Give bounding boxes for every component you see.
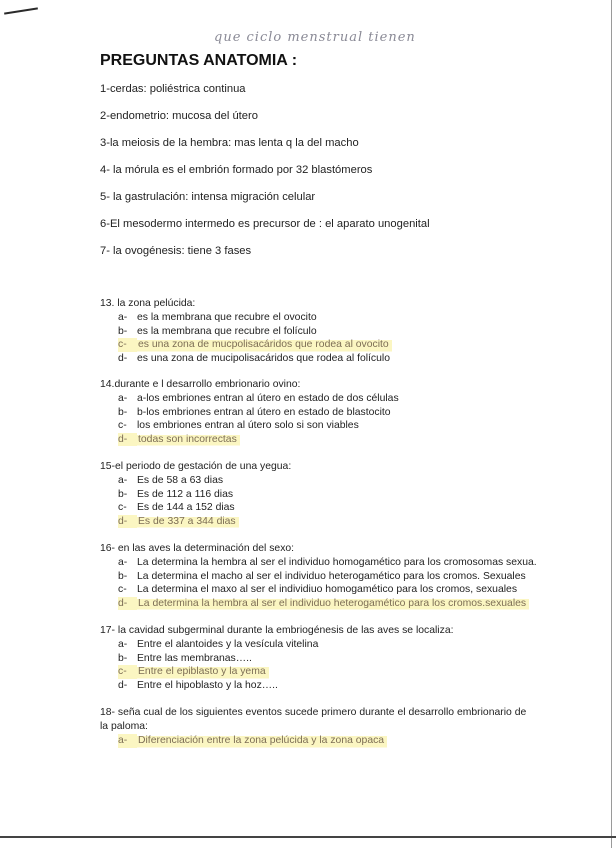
option-text: los embriones entran al útero solo si son viables (137, 420, 359, 431)
option-d-highlighted (100, 433, 540, 447)
question-stem: 13. la zona pelúcida: (100, 298, 196, 309)
option-a (100, 474, 540, 488)
mc-question-15 (100, 460, 540, 528)
option-letter: d- (118, 597, 137, 611)
option-letter: b- (118, 570, 128, 582)
option-text: es una zona de mucpolisacáridos que rodea al ovocito (137, 338, 392, 352)
short-question-2: 2-endometrio: mucosa del útero (100, 110, 258, 122)
option-text: es la membrana que recubre el ovocito (137, 312, 317, 323)
mc-question-13 (100, 297, 540, 365)
mc-question-14 (100, 378, 540, 446)
option-letter: d- (118, 433, 137, 447)
option-text: La determina el macho al ser el individuo heterogamético para los cromos. Sexuales (137, 570, 526, 582)
question-stem: 18- seña cual de los siguientes eventos sucede primero durante el desarrollo embrionario de la paloma: (100, 707, 527, 732)
option-c-highlighted (100, 338, 540, 352)
option-letter: a- (118, 639, 128, 650)
short-question-1: 1-cerdas: poliéstrica continua (100, 83, 246, 95)
option-text: La determina el maxo al ser el individiuo homogamético para los cromos, sexuales (137, 584, 518, 595)
option-b (100, 488, 540, 502)
option-letter: c- (118, 665, 137, 679)
pen-mark (4, 7, 38, 14)
question-stem: 16- en las aves la determinación del sexo: (100, 543, 295, 554)
option-text: es una zona de mucipolisacáridos que rodea al folículo (137, 352, 390, 364)
question-stem: 14.durante e l desarrollo embrionario ovino: (100, 379, 301, 390)
option-letter: c- (118, 584, 127, 595)
option-letter: c- (118, 502, 127, 513)
option-letter: a- (118, 312, 128, 323)
mc-question-17 (100, 624, 540, 692)
option-letter: d- (118, 515, 137, 529)
option-d (100, 352, 540, 366)
option-c (100, 419, 540, 433)
option-d-highlighted (100, 597, 540, 611)
option-text: Entre el epiblasto y la yema (137, 665, 269, 679)
option-letter: d- (118, 679, 128, 691)
option-letter: b- (118, 652, 128, 664)
option-text: a-los embriones entran al útero en estado de dos células (137, 393, 399, 404)
question-stem: 15-el periodo de gestación de una yegua: (100, 461, 292, 472)
option-d (100, 679, 540, 693)
option-b (100, 325, 540, 339)
page-title: PREGUNTAS ANATOMIA : (100, 52, 298, 69)
option-letter: b- (118, 488, 128, 500)
short-question-7: 7- la ovogénesis: tiene 3 fases (100, 245, 252, 257)
option-text: La determina la hembra al ser el individuo homogamético para los cromosomas sexua. (137, 557, 537, 568)
scan-edge (611, 0, 612, 848)
option-text: La determina la hembra al ser el individuo heterogamético para los cromos.sexuales (137, 597, 529, 611)
option-a (100, 392, 540, 406)
option-letter: b- (118, 325, 128, 337)
short-question-4: 4- la mórula es el embrión formado por 32 blastómeros (100, 164, 373, 176)
option-text: es la membrana que recubre el folículo (137, 325, 317, 337)
option-text: Es de 337 a 344 dias (137, 515, 239, 529)
option-c-highlighted (100, 665, 540, 679)
option-text: Diferenciación entre la zona pelúcida y la zona opaca (137, 734, 387, 748)
mc-question-18 (100, 706, 540, 748)
option-text: Entre el hipoblasto y la hoz….. (137, 679, 278, 691)
scan-bottom-edge (0, 836, 616, 838)
option-text: Entre las membranas….. (137, 652, 252, 664)
option-letter: b- (118, 406, 128, 418)
option-text: Entre el alantoides y la vesícula vitelina (137, 639, 319, 650)
option-a-highlighted (100, 734, 540, 748)
option-b (100, 570, 540, 584)
handwritten-note: que ciclo menstrual tienen (214, 30, 416, 45)
option-a (100, 556, 540, 570)
option-text: Es de 58 a 63 dias (137, 475, 224, 486)
mc-question-16 (100, 542, 540, 610)
question-stem: 17- la cavidad subgerminal durante la embriogénesis de las aves se localiza: (100, 625, 454, 636)
short-question-5: 5- la gastrulación: intensa migración celular (100, 191, 316, 203)
option-c (100, 583, 540, 597)
option-text: b-los embriones entran al útero en estado de blastocito (137, 406, 391, 418)
option-letter: a- (118, 734, 137, 748)
option-letter: a- (118, 475, 128, 486)
option-a (100, 311, 540, 325)
option-letter: c- (118, 338, 137, 352)
short-question-3: 3-la meiosis de la hembra: mas lenta q la del macho (100, 137, 359, 149)
option-letter: c- (118, 420, 127, 431)
option-b (100, 652, 540, 666)
option-letter: d- (118, 352, 128, 364)
option-letter: a- (118, 393, 128, 404)
option-d-highlighted (100, 515, 540, 529)
option-a (100, 638, 540, 652)
option-text: Es de 144 a 152 dias (137, 502, 235, 513)
option-b (100, 406, 540, 420)
option-text: Es de 112 a 116 dias (137, 488, 234, 500)
option-c (100, 501, 540, 515)
option-letter: a- (118, 557, 128, 568)
option-text: todas son incorrectas (137, 433, 240, 447)
short-question-6: 6-El mesodermo intermedo es precursor de : el aparato unogenital (100, 218, 430, 230)
